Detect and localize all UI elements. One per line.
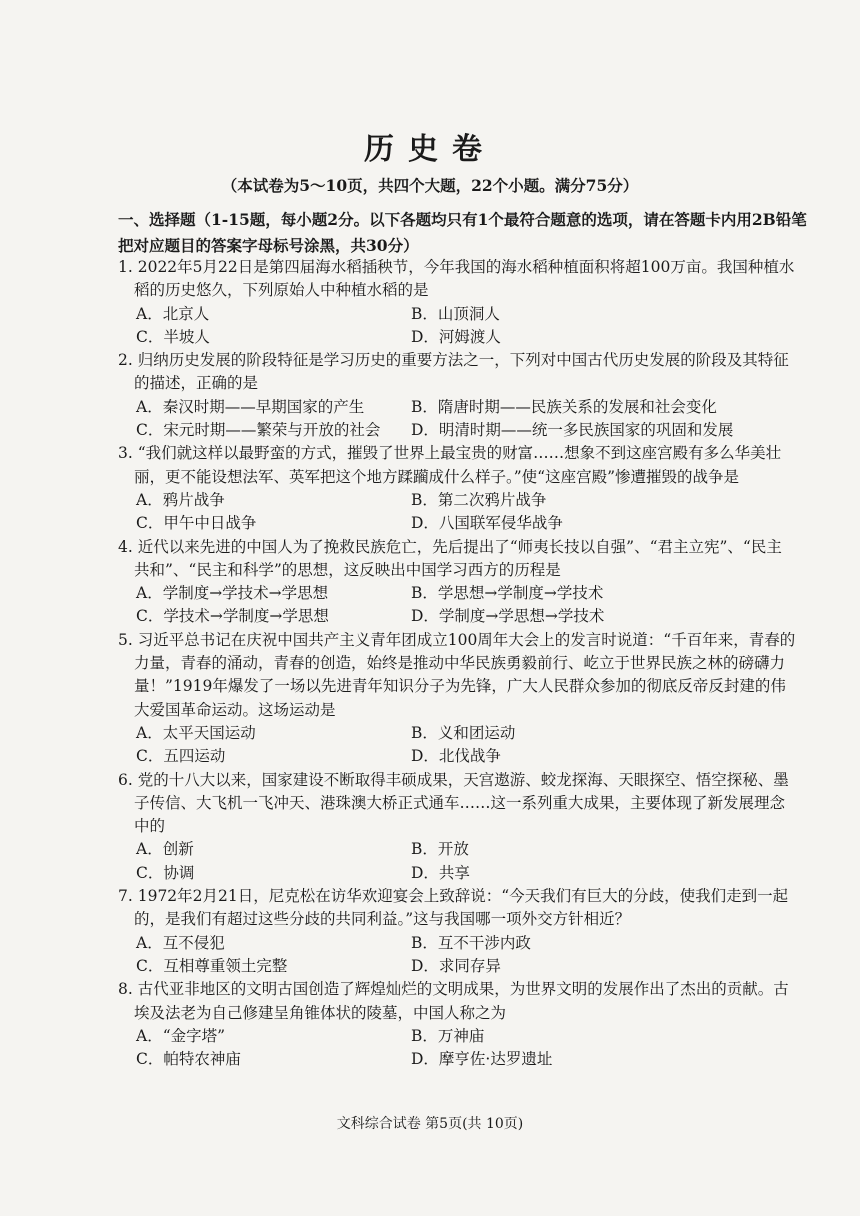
answer-option-c: C．学技术→学制度→学思想: [136, 607, 329, 626]
question-stem-line: 大爱国革命运动。这场运动是: [134, 700, 336, 719]
section-heading: [118, 207, 838, 259]
answer-option-c: C．甲午中日战争: [136, 514, 257, 533]
question-stem-line: 埃及法老为自己修建呈角锥体状的陵墓，中国人称之为: [134, 1003, 507, 1022]
question-stem-line: 1. 2022年5月22日是第四届海水稻插秧节，今年我国的海水稻种植面积将超100万亩。我国种植水: [118, 258, 795, 276]
answer-option-c: C．半坡人: [136, 327, 210, 346]
answer-option-a: A．太平天国运动: [136, 723, 256, 742]
answer-option-b: B．学思想→学制度→学技术: [411, 584, 604, 603]
answer-option-a: A．北京人: [136, 304, 210, 323]
question-2: [118, 349, 833, 442]
question-6: [118, 769, 833, 885]
answer-option-b: B．第二次鸦片战争: [411, 490, 547, 509]
answer-options: [118, 489, 833, 536]
question-7: [118, 885, 833, 978]
answer-option-d: D．八国联军侵华战争: [411, 514, 563, 533]
question-stem-line: 4. 近代以来先进的中国人为了挽救民族危亡，先后提出了“师夷长技以自强”、“君主立宪”、“民主: [118, 537, 782, 556]
question-stem-line: 力量，青春的涌动，青春的创造，始终是推动中华民族勇毅前行、屹立于世界民族之林的磅礴力: [134, 654, 786, 673]
answer-option-a: A．学制度→学技术→学思想: [136, 584, 329, 603]
section-heading-line: 一、选择题（1-15题，每小题2分。以下各题均只有1个最符合题意的选项，请在答题卡内用2B铅笔: [118, 210, 807, 229]
answer-option-d: D．明清时期——统一多民族国家的巩固和发展: [411, 421, 734, 440]
question-5: [118, 629, 833, 769]
question-stem-line: 丽，更不能设想法军、英军把这个地方蹂躏成什么样子。”使“这座宫殿”惨遭摧毁的战争是: [134, 467, 740, 486]
answer-option-b: B．万神庙: [411, 1026, 485, 1045]
answer-options: [118, 303, 833, 350]
question-8: [118, 978, 833, 1071]
page-title: 历史卷: [364, 132, 496, 167]
question-stem-line: 7. 1972年2月21日，尼克松在访华欢迎宴会上致辞说：“今天我们有巨大的分歧，使我们走到一起: [118, 887, 789, 906]
question-4: [118, 536, 833, 629]
answer-options: [118, 932, 833, 979]
answer-option-a: A．互不侵犯: [136, 933, 225, 952]
answer-option-a: A．“金字塔”: [136, 1026, 226, 1045]
question-stem-line: 共和”、“民主和科学”的思想，这反映出中国学习西方的历程是: [134, 560, 561, 579]
question-stem-line: 3. “我们就这样以最野蛮的方式，摧毁了世界上最宝贵的财富……想象不到这座宫殿有多么华美壮: [118, 444, 782, 463]
question-stem-line: 子传信、大飞机一飞冲天、港珠澳大桥正式通车……这一系列重大成果，主要体现了新发展理念: [134, 793, 786, 812]
answer-option-d: D．河姆渡人: [411, 327, 501, 346]
question-3: [118, 442, 833, 535]
answer-options: [118, 1025, 833, 1072]
question-list: [118, 256, 833, 1071]
answer-option-d: D．北伐战争: [411, 747, 501, 766]
answer-option-a: A．秦汉时期——早期国家的产生: [136, 397, 365, 416]
exam-subtitle: （本试卷为5～10页，共四个大题，22个小题。满分75分）: [221, 176, 639, 195]
question-stem-line: 的，是我们有超过这些分歧的共同利益。”这与我国哪一项外交方针相近？: [134, 910, 631, 929]
answer-option-c: C．帕特农神庙: [136, 1050, 241, 1069]
answer-option-a: A．创新: [136, 840, 194, 859]
section-heading-line: 把对应题目的答案字母标号涂黑，共30分）: [118, 236, 419, 255]
question-stem-line: 量！”1919年爆发了一场以先进青年知识分子为先锋，广大人民群众参加的彻底反帝反封建的伟: [134, 677, 786, 696]
answer-option-b: B．隋唐时期——民族关系的发展和社会变化: [411, 397, 717, 416]
question-stem-line: 5. 习近平总书记在庆祝中国共产主义青年团成立100周年大会上的发言时说道：“千百年来，青春的: [118, 630, 796, 649]
page-footer: 文科综合试卷 第5页(共 10页): [336, 1116, 524, 1132]
answer-options: [118, 722, 833, 769]
answer-option-c: C．协调: [136, 863, 195, 882]
answer-option-c: C．五四运动: [136, 747, 226, 766]
answer-option-b: B．互不干涉内政: [411, 933, 531, 952]
question-stem-line: 6. 党的十八大以来，国家建设不断取得丰硕成果，天宫遨游、蛟龙探海、天眼探空、悟空探秘、墨: [118, 770, 789, 789]
answer-options: [118, 582, 833, 629]
answer-option-c: C．互相尊重领土完整: [136, 956, 288, 975]
question-stem-line: 2. 归纳历史发展的阶段特征是学习历史的重要方法之一，下列对中国古代历史发展的阶段及其特征: [118, 351, 789, 370]
question-stem-line: 稻的历史悠久，下列原始人中种植水稻的是: [134, 281, 429, 300]
question-1: [118, 256, 833, 349]
answer-option-b: B．开放: [411, 840, 469, 859]
answer-option-b: B．山顶洞人: [411, 304, 500, 323]
answer-option-a: A．鸦片战争: [136, 490, 225, 509]
answer-option-d: D．共享: [411, 863, 470, 882]
answer-option-b: B．义和团运动: [411, 723, 516, 742]
answer-options: [118, 838, 833, 885]
question-stem-line: 8. 古代亚非地区的文明古国创造了辉煌灿烂的文明成果，为世界文明的发展作出了杰出的贡献。古: [118, 980, 789, 999]
question-stem-line: 中的: [134, 817, 166, 836]
answer-option-c: C．宋元时期——繁荣与开放的社会: [136, 421, 381, 440]
question-stem-line: 的描述，正确的是: [134, 374, 259, 393]
answer-option-d: D．求同存异: [411, 956, 501, 975]
answer-options: [118, 396, 833, 443]
answer-option-d: D．摩亨佐·达罗遗址: [411, 1050, 553, 1069]
answer-option-d: D．学制度→学思想→学技术: [411, 607, 605, 626]
